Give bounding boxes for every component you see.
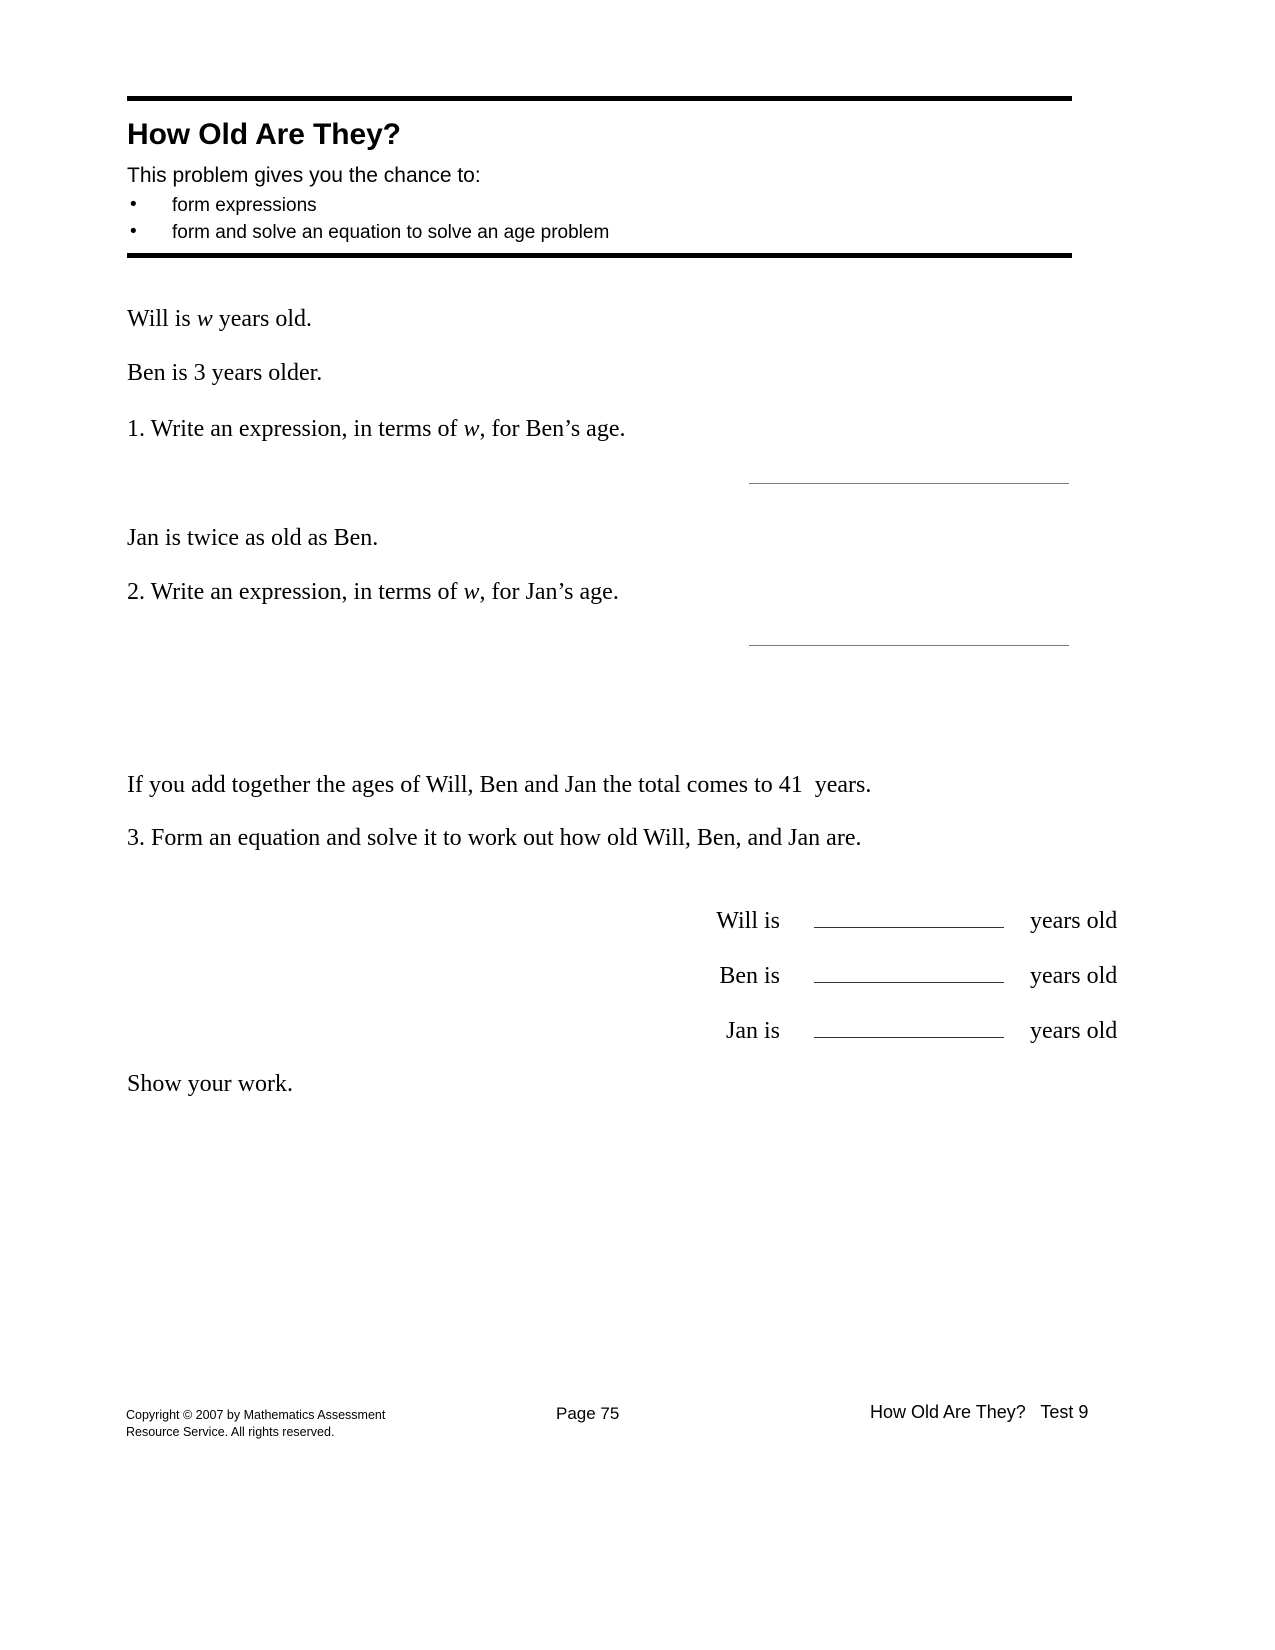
header-top-rule — [127, 96, 1072, 101]
answer-row-jan — [680, 1015, 1117, 1045]
bullet-icon: • — [130, 194, 137, 216]
goal-label: form and solve an equation to solve an age problem — [172, 222, 610, 244]
statement-ben-age: Ben is 3 years older. — [127, 360, 323, 386]
answer-unit-ben: years old — [1030, 963, 1118, 989]
page-title: How Old Are They? — [127, 118, 401, 151]
answer-label-jan: Jan is — [726, 1018, 780, 1044]
answer-blank-q1[interactable] — [749, 483, 1069, 484]
bullet-icon: • — [130, 221, 137, 243]
task-reference: How Old Are They? Test 9 — [870, 1402, 1089, 1422]
answer-blank-ben[interactable] — [814, 960, 1004, 983]
goal-label: form expressions — [172, 195, 317, 217]
answer-blank-jan[interactable] — [814, 1015, 1004, 1038]
variable-w: w — [196, 306, 213, 332]
answer-unit-will: years old — [1030, 908, 1118, 934]
variable-w: w — [463, 579, 480, 605]
answer-unit-jan: years old — [1030, 1018, 1118, 1044]
question-2: 2. Write an expression, in terms of w, for Jan’s age. — [127, 579, 619, 605]
goals-list — [127, 193, 1072, 247]
statement-will-age: Will is w years old. — [127, 306, 313, 332]
copyright-notice — [126, 1407, 426, 1440]
answer-row-ben — [680, 960, 1117, 990]
page-footer — [0, 1400, 1275, 1460]
answer-blank-q2[interactable] — [749, 645, 1069, 646]
statement-total-age: If you add together the ages of Will, Ben and Jan the total comes to 41 years. — [127, 772, 872, 798]
question-3: 3. Form an equation and solve it to work out how old Will, Ben, and Jan are. — [127, 825, 862, 851]
header-bottom-rule — [127, 253, 1072, 258]
copyright-line-1: Copyright © 2007 by Mathematics Assessment — [126, 1408, 386, 1422]
answer-row-will — [680, 905, 1117, 935]
copyright-line-2: Resource Service. All rights reserved. — [126, 1424, 335, 1439]
answer-label-ben: Ben is — [719, 963, 780, 989]
answer-blank-will[interactable] — [814, 905, 1004, 928]
answer-label-will: Will is — [716, 908, 780, 934]
question-1: 1. Write an expression, in terms of w, for Ben’s age. — [127, 416, 626, 442]
show-your-work-prompt: Show your work. — [127, 1071, 293, 1097]
page-number: Page 75 — [556, 1404, 620, 1423]
work-area[interactable] — [127, 1110, 1072, 1380]
list-item — [127, 193, 1072, 220]
list-item — [127, 220, 1072, 247]
intro-text: This problem gives you the chance to: — [127, 164, 481, 187]
statement-jan-age: Jan is twice as old as Ben. — [127, 525, 379, 551]
variable-w: w — [463, 416, 480, 442]
header-block — [127, 96, 1072, 258]
